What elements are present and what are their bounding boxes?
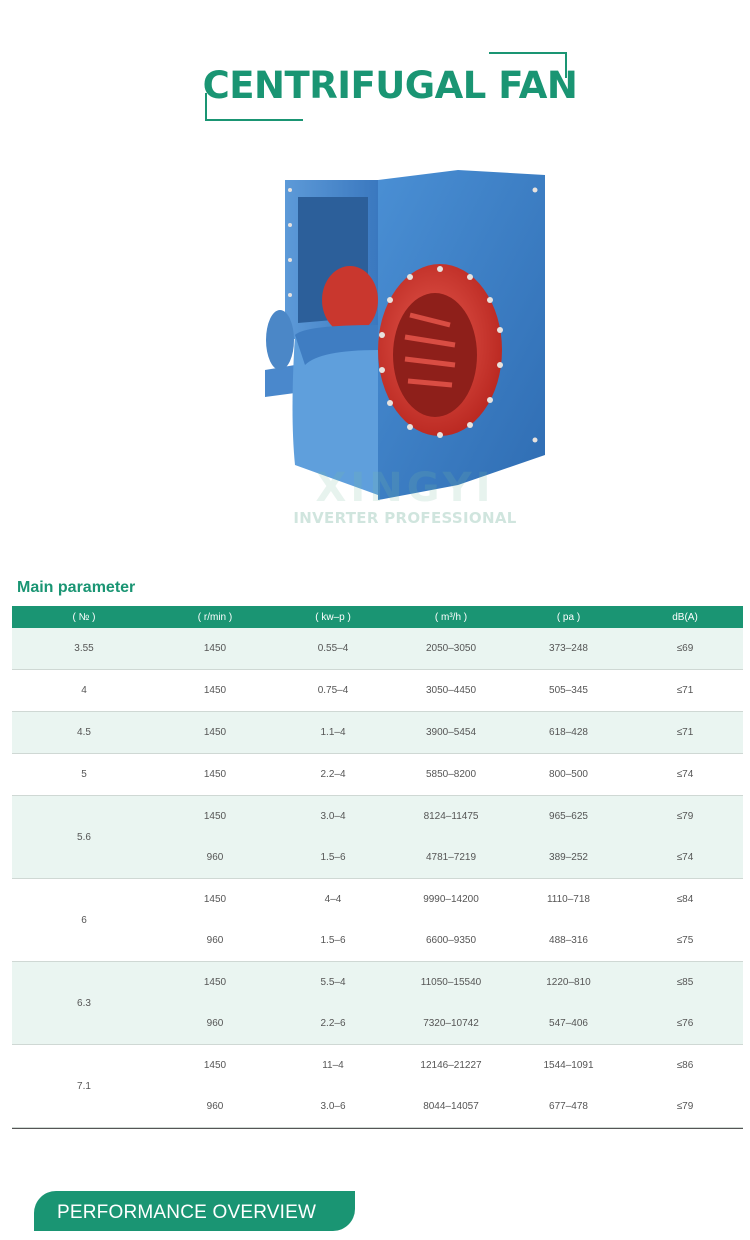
table-cell: 7320–10742 [423,1018,479,1029]
table-group [12,796,743,879]
table-cell: 1450 [203,685,227,696]
table-cell: 1.1–4 [320,727,346,738]
table-group [12,712,743,754]
table-row [156,1003,743,1044]
table-cell: 5850–8200 [425,769,477,780]
table-cell: 965–625 [549,811,588,822]
table-group [12,670,743,712]
model-cell: 3.55 [74,643,94,654]
table-cell: ≤76 [676,1018,694,1029]
table-body [12,628,743,1128]
table-cell: ≤71 [676,727,694,738]
table-cell: 11–4 [322,1060,344,1071]
title-frame-line [205,119,303,121]
table-cell: 2050–3050 [425,643,477,654]
table-cell: 2.2–6 [320,1018,346,1029]
table-row [156,837,743,878]
table-cell: 2.2–4 [320,769,346,780]
table-cell: 488–316 [549,935,588,946]
table-cell: 1450 [203,727,227,738]
table-cell: 1450 [203,977,227,988]
table-group [12,879,743,962]
header-pressure: ( pa ) [556,611,581,623]
table-cell: 1.5–6 [320,935,346,946]
table-cell: 6600–9350 [425,935,477,946]
table-cell: 677–478 [549,1101,588,1112]
table-row [156,1045,743,1086]
table-cell: 1450 [203,769,227,780]
table-cell: 1450 [203,643,227,654]
table-group [12,962,743,1045]
model-cell: 4 [81,685,87,696]
table-cell: 9990–14200 [423,894,479,905]
table-group [12,754,743,796]
table-cell: 389–252 [549,852,588,863]
table-row [156,879,743,920]
table-cell: 3.0–6 [320,1101,346,1112]
table-cell: 1450 [203,894,227,905]
table-cell: 11050–15540 [420,977,482,988]
table-cell: 960 [206,1101,224,1112]
table-cell: 3050–4450 [425,685,477,696]
table-cell: 5.5–4 [320,977,346,988]
table-row [156,628,743,669]
table-cell: 3.0–4 [320,811,346,822]
table-row [156,920,743,961]
header-noise: dB(A) [672,611,698,623]
table-cell: 8044–14057 [423,1101,479,1112]
model-cell: 6.3 [77,997,91,1009]
table-row [156,712,743,753]
table-row [156,796,743,837]
table-cell: 1544–1091 [543,1060,594,1071]
table-cell: 547–406 [549,1018,588,1029]
table-cell: 373–248 [549,643,588,654]
table-cell: ≤75 [676,935,694,946]
table-cell: 3900–5454 [425,727,477,738]
table-cell: 1450 [203,811,227,822]
title-frame-line [489,52,567,54]
model-cell: 7.1 [77,1080,91,1092]
table-header [12,606,743,628]
parameter-table [12,606,743,1129]
table-row [156,670,743,711]
header-airflow: ( m³/h ) [434,611,468,623]
table-cell: 8124–11475 [423,811,479,822]
table-row [156,754,743,795]
table-cell: ≤71 [676,685,694,696]
table-cell: 1110–718 [546,894,590,905]
table-cell: 800–500 [549,769,588,780]
table-cell: ≤79 [676,811,694,822]
table-cell: ≤84 [676,894,694,905]
section-banner-label: PERFORMANCE OVERVIEW [57,1202,317,1223]
model-cell: 5.6 [77,831,91,843]
table-cell: 0.55–4 [317,643,349,654]
table-bottom-rule [12,1128,743,1129]
header-speed: ( r/min ) [197,611,233,623]
table-cell: 960 [206,1018,224,1029]
table-cell: 960 [206,935,224,946]
table-cell: 505–345 [549,685,588,696]
table-cell: 4781–7219 [425,852,477,863]
table-cell: 1.5–6 [320,852,346,863]
table-cell: ≤74 [676,852,694,863]
table-cell: 618–428 [549,727,588,738]
table-cell: 1220–810 [546,977,591,988]
table-cell: 1450 [203,1060,227,1071]
section-heading: Main parameter [17,579,136,596]
model-cell: 4.5 [77,727,91,738]
table-cell: 0.75–4 [317,685,349,696]
header-power: ( kw–p ) [315,611,351,623]
table-cell: ≤85 [676,977,694,988]
table-cell: 960 [206,852,224,863]
table-cell: 12146–21227 [420,1060,482,1071]
model-cell: 6 [81,914,87,926]
watermark-tagline: INVERTER PROFESSIONAL [293,509,517,527]
table-row [156,1086,743,1127]
model-cell: 5 [81,769,87,780]
page-title: CENTRIFUGAL FAN [202,64,578,107]
title-block [0,0,750,130]
table-cell: 4–4 [324,894,342,905]
table-cell: ≤86 [676,1060,694,1071]
table-cell: ≤69 [676,643,694,654]
table-cell: ≤79 [676,1101,694,1112]
watermark-brand: XINGYI [315,465,495,511]
table-row [156,962,743,1003]
header-model: ( № ) [72,611,96,623]
table-group [12,1045,743,1128]
table-group [12,628,743,670]
table-cell: ≤74 [676,769,694,780]
